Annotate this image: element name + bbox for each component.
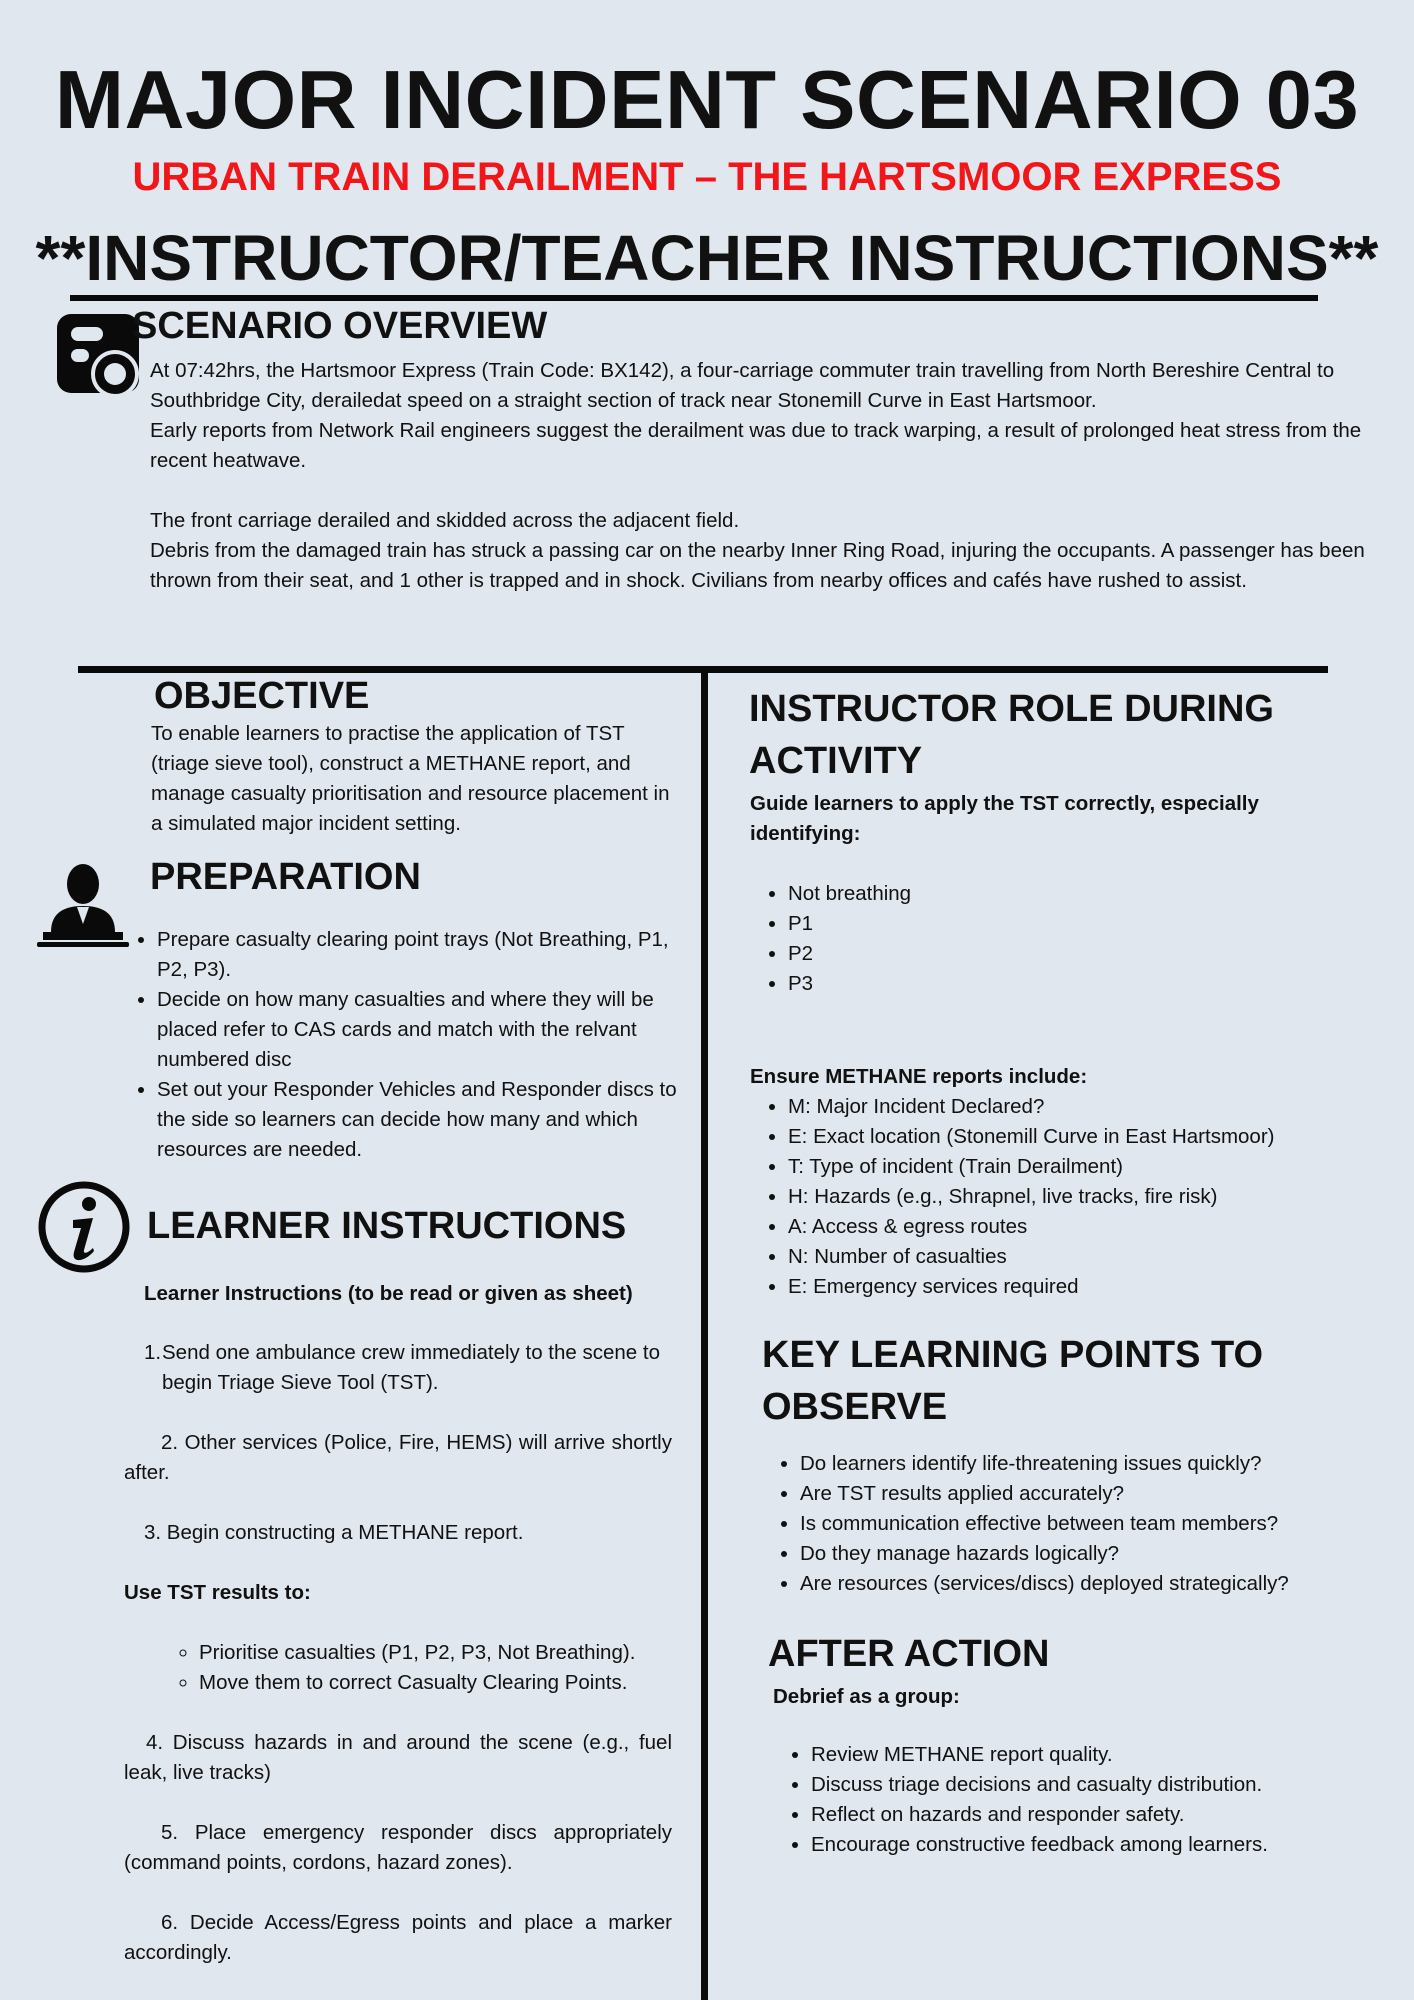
list-item: • P3 (788, 969, 1348, 999)
learner-step-4: 4. Discuss hazards in and around the scene (e.g., fuel leak, live tracks) (124, 1731, 672, 1784)
methane-lead: Ensure METHANE reports include: (750, 1065, 1088, 1088)
list-item: • Are TST results applied accurately? (800, 1479, 1414, 1509)
overview-paragraph: Debris from the damaged train has struck a passing car on the nearby Inner Ring Road, injuring the occupants. A passenger has been thrown from their seat, and 1 other is trapped and in shock. Civilians from nearby offices and cafés have rushed to assist. (150, 539, 1365, 592)
list-item: • Review METHANE report quality. (811, 1740, 1414, 1770)
list-item: ◦ Move them to correct Casualty Clearing Points. (199, 1668, 719, 1698)
list-item: • P2 (788, 939, 1348, 969)
learner-subheading: Learner Instructions (to be read or given as sheet) (144, 1282, 633, 1305)
list-item: • E: Exact location (Stonemill Curve in East Hartsmoor) (788, 1122, 1414, 1152)
overview-paragraph: At 07:42hrs, the Hartsmoor Express (Train Code: BX142), a four-carriage commuter train travelling from North Bereshire Central to Southbridge City, derailedat speed on a straight section of track near Stonemill Curve in East Hartsmoor. (150, 359, 1335, 412)
overview-body (150, 356, 1400, 596)
triage-list (752, 879, 1348, 999)
list-item: • Do they manage hazards logically? (800, 1539, 1414, 1569)
list-item: • Decide on how many casualties and where they will be placed refer to CAS cards and match with the relvant numbered disc (157, 985, 697, 1075)
use-tst-lead: Use TST results to: (124, 1581, 311, 1604)
list-item: • Discuss triage decisions and casualty distribution. (811, 1770, 1414, 1800)
instructor-role-lead: Guide learners to apply the TST correctly, especially identifying: (750, 792, 1259, 845)
methane-list (752, 1092, 1414, 1302)
list-item: • Do learners identify life-threatening issues quickly? (800, 1449, 1414, 1479)
learner-step-2: 2. Other services (Police, Fire, HEMS) will arrive shortly after. (124, 1431, 672, 1484)
learner-step-6: 6. Decide Access/Egress points and place a marker accordingly. (124, 1911, 672, 1964)
after-action-list (775, 1740, 1414, 1860)
list-item: • Are resources (services/discs) deployed strategically? (800, 1569, 1414, 1599)
overview-paragraph: The front carriage derailed and skidded across the adjacent field. (150, 509, 740, 532)
list-item: • Reflect on hazards and responder safety. (811, 1800, 1414, 1830)
list-item: • E: Emergency services required (788, 1272, 1414, 1302)
list-item: • Is communication effective between team members? (800, 1509, 1414, 1539)
instructor-heading: **INSTRUCTOR/TEACHER INSTRUCTIONS** (35, 222, 1379, 294)
objective-body: To enable learners to practise the application of TST (triage sieve tool), construct a METHANE report, and manage casualty prioritisation and resource placement in a simulated major incident setting. (151, 722, 670, 835)
list-item: • A: Access & egress routes (788, 1212, 1414, 1242)
key-points-list (764, 1449, 1414, 1599)
list-item: • Encourage constructive feedback among learners. (811, 1830, 1414, 1860)
tst-list (163, 1638, 719, 1698)
after-action-heading: AFTER ACTION (768, 1633, 1050, 1675)
column-divider (701, 666, 708, 2000)
list-item: ◦ Prioritise casualties (P1, P2, P3, Not Breathing). (199, 1638, 719, 1668)
top-divider (70, 295, 1318, 301)
overview-heading: SCENARIO OVERVIEW (132, 305, 548, 347)
after-action-lead: Debrief as a group: (773, 1685, 960, 1708)
learner-step-5: 5. Place emergency responder discs appropriately (command points, cordons, hazard zones). (124, 1821, 672, 1874)
step-text: Send one ambulance crew immediately to the scene to begin Triage Sieve Tool (TST). (162, 1341, 660, 1394)
list-item: • H: Hazards (e.g., Shrapnel, live tracks, fire risk) (788, 1182, 1414, 1212)
overview-paragraph: Early reports from Network Rail engineers suggest the derailment was due to track warping, a result of prolonged heat stress from the recent heatwave. (150, 419, 1362, 472)
learner-heading: LEARNER INSTRUCTIONS (147, 1205, 627, 1247)
learner-step-3: 3. Begin constructing a METHANE report. (144, 1521, 524, 1544)
learner-step-1 (144, 1338, 673, 1398)
list-item: • M: Major Incident Declared? (788, 1092, 1414, 1122)
step-number: 1. (144, 1341, 162, 1364)
instructor-role-heading: INSTRUCTOR ROLE DURING ACTIVITY (749, 688, 1274, 783)
list-item: • Not breathing (788, 879, 1348, 909)
list-item: • T: Type of incident (Train Derailment) (788, 1152, 1414, 1182)
list-item: • Set out your Responder Vehicles and Responder discs to the side so learners can decide how many and which resources are needed. (157, 1075, 697, 1165)
list-item: • Prepare casualty clearing point trays (Not Breathing, P1, P2, P3). (157, 925, 697, 985)
page-title: MAJOR INCIDENT SCENARIO 03 (54, 53, 1360, 146)
preparation-list (121, 925, 697, 1165)
preparation-heading: PREPARATION (150, 856, 421, 898)
key-points-heading: KEY LEARNING POINTS TO OBSERVE (762, 1334, 1264, 1429)
list-item: • P1 (788, 909, 1348, 939)
page-subtitle: URBAN TRAIN DERAILMENT – THE HARTSMOOR EXPRESS (132, 155, 1282, 199)
info-icon (37, 1180, 131, 1274)
list-item: • N: Number of casualties (788, 1242, 1414, 1272)
instructor-icon (37, 862, 129, 950)
objective-heading: OBJECTIVE (154, 675, 370, 717)
